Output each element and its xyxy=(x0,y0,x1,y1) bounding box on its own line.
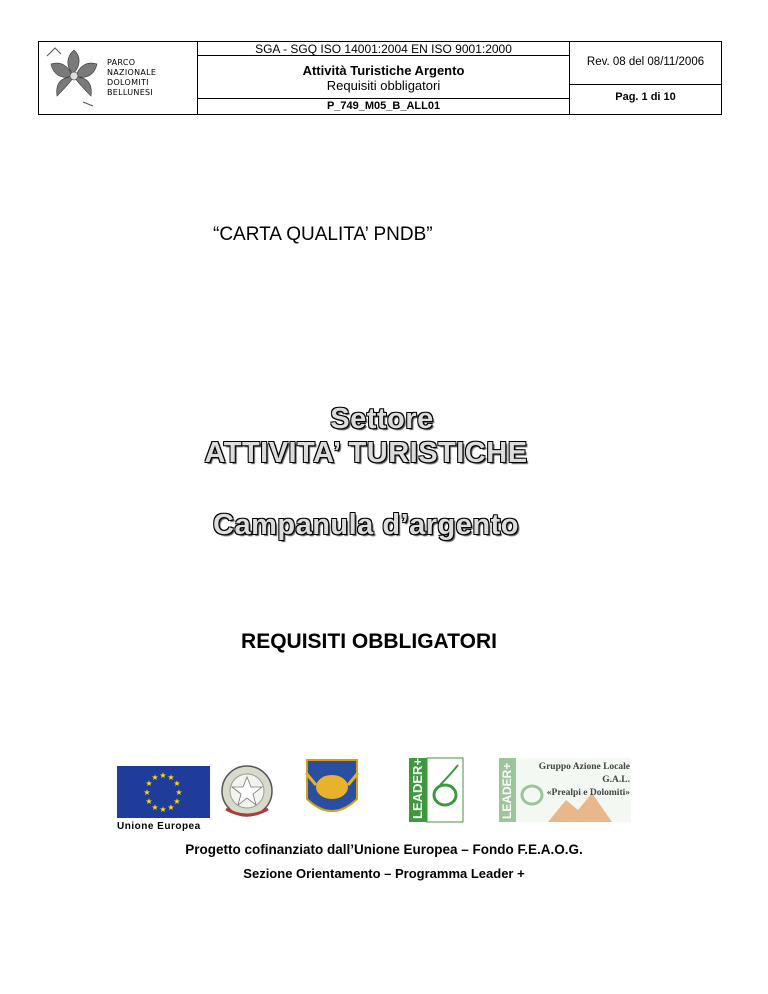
leader-plus-icon xyxy=(409,758,463,822)
svg-text:★: ★ xyxy=(175,788,183,797)
carta-qualita-heading: “CARTA QUALITA’ PNDB” xyxy=(213,224,433,245)
revision-label: Rev. 08 del 08/11/2006 xyxy=(570,42,721,85)
italian-emblem-icon xyxy=(222,766,272,816)
gal-line: G.A.L. xyxy=(602,775,630,785)
park-logo-cell xyxy=(39,42,198,114)
svg-text:★: ★ xyxy=(151,773,159,782)
svg-text:★: ★ xyxy=(159,771,167,780)
svg-text:★: ★ xyxy=(167,803,175,812)
park-logo-text xyxy=(107,58,156,98)
logo-line: BELLUNESI xyxy=(107,88,154,97)
leader-label: LEADER+ xyxy=(410,757,425,819)
gal-logo-icon xyxy=(499,758,631,822)
park-flower-logo xyxy=(43,44,105,110)
svg-text:★: ★ xyxy=(173,779,181,788)
settore-heading: Settore xyxy=(330,403,434,435)
header-title: Attività Turistiche Argento xyxy=(302,63,465,78)
svg-text:★: ★ xyxy=(145,779,153,788)
standard-label: SGA - SGQ ISO 14001:2004 EN ISO 9001:2000 xyxy=(198,42,570,56)
logo-line: NAZIONALE xyxy=(107,68,157,77)
gal-line: «Prealpi e Dolomiti» xyxy=(546,788,630,798)
footer-line-2: Sezione Orientamento – Programma Leader + xyxy=(243,866,525,881)
campanula-heading: Campanula d’argento xyxy=(213,509,519,541)
requisiti-heading: REQUISITI OBBLIGATORI xyxy=(241,630,497,653)
gal-line: Gruppo Azione Locale xyxy=(538,762,630,772)
svg-text:★: ★ xyxy=(167,773,175,782)
page-number: Pag. 1 di 10 xyxy=(615,91,676,103)
header-subtitle: Requisiti obbligatori xyxy=(326,78,441,93)
footer-line-1: Progetto cofinanziato dall’Unione Europea – Fondo F.E.A.O.G. xyxy=(185,842,583,857)
svg-text:★: ★ xyxy=(145,797,153,806)
veneto-lion-icon xyxy=(306,760,358,811)
header-title-cell xyxy=(198,56,570,99)
svg-text:★: ★ xyxy=(159,805,167,814)
document-code: P_749_M05_B_ALL01 xyxy=(198,99,570,114)
eu-flag-icon xyxy=(117,766,210,818)
eu-label: Unione Europea xyxy=(117,821,201,832)
logo-line: PARCO xyxy=(107,58,136,67)
logo-line: DOLOMITI xyxy=(107,78,149,87)
attivita-heading: ATTIVITA’ TURISTICHE xyxy=(204,437,528,469)
leader-label: LEADER+ xyxy=(500,762,514,819)
svg-text:★: ★ xyxy=(143,788,151,797)
svg-text:★: ★ xyxy=(151,803,159,812)
document-header xyxy=(38,41,722,115)
sponsor-logos xyxy=(0,755,768,825)
svg-text:★: ★ xyxy=(173,797,181,806)
